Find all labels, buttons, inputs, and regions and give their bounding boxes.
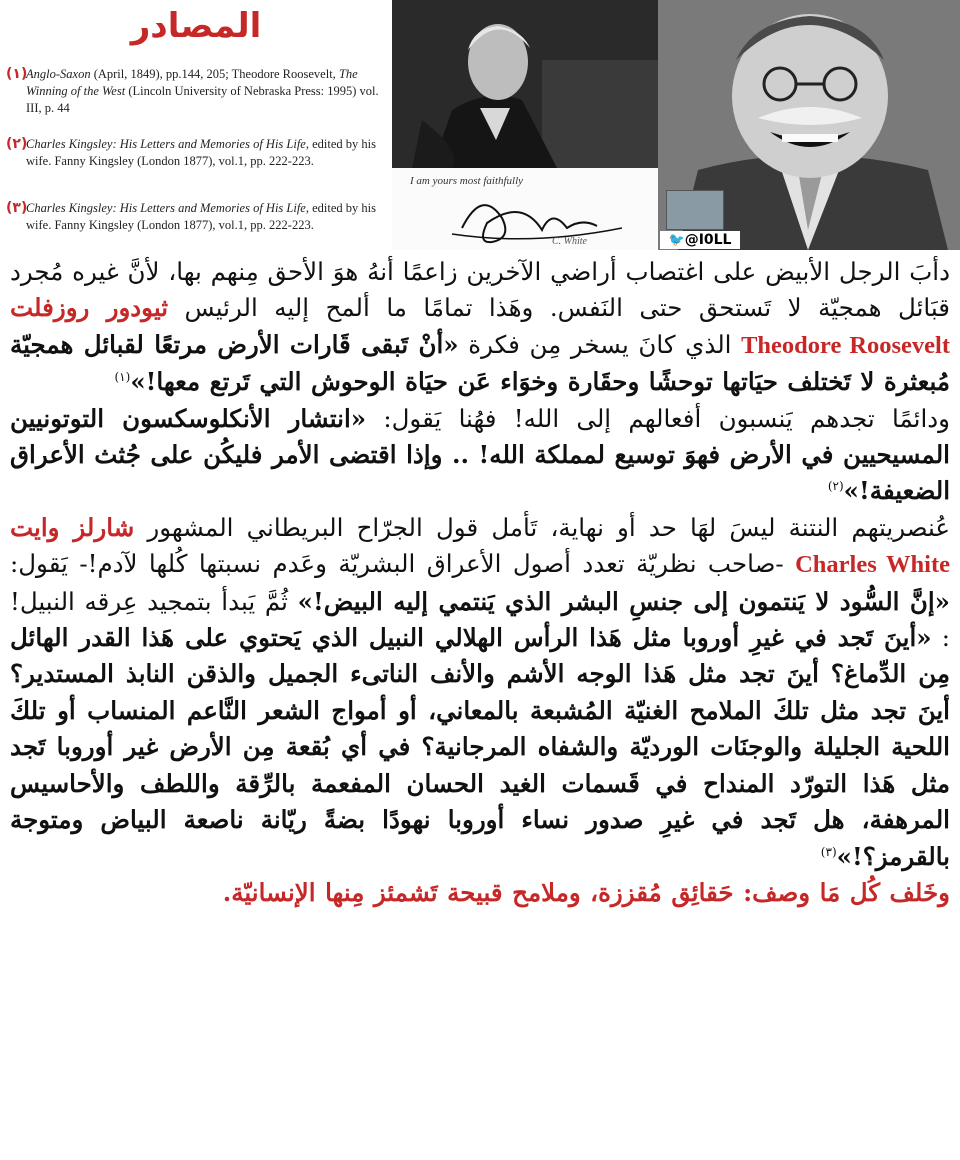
reference-book-title: The Winning of the West (26, 67, 358, 98)
reference-title: Anglo-Saxon (26, 67, 91, 81)
reference-detail: , edited by his wife. Fanny Kingsley (London 1877), vol.1, pp. 222-223. (26, 137, 376, 168)
reference-detail: (Lincoln University of Nebraska Press: 1995) vol. III, p. 44 (26, 84, 379, 115)
paragraph-text: ثُمَّ يَبدأ بتمجيد عِرقه النبيل! : (10, 586, 951, 653)
reference-detail: , edited by his wife. Fanny Kingsley (London 1877), vol.1, pp. 222-223. (26, 201, 376, 232)
portrait-charles-white (392, 0, 658, 168)
signature-name: C. White (552, 236, 587, 247)
paragraph-text: ودائمًا تجدهم يَنسبون أفعالهم إلى الله! فهُنا يَقول: (366, 403, 950, 433)
article-body (10, 254, 950, 1154)
reference-1 (6, 66, 386, 117)
paragraph-text: عُنصريتهم النتنة ليسَ لهَا حد أو نهاية، تَأمل قول الجرّاح البريطاني المشهور (134, 512, 950, 542)
highlight-name-en: Theodore Roosevelt (741, 331, 951, 359)
closing-line: وخَلف كُل مَا وصف: حَقائِق مُقززة، وملامح قبيحة تَشمئز مِنها الإنسانيّة. (222, 877, 950, 907)
reference-title: Charles Kingsley: His Letters and Memories of His Life (26, 201, 306, 215)
reference-3 (6, 200, 386, 234)
footnote-ref: (٢) (827, 479, 844, 494)
highlight-name-ar: ثيودور روزفلت (10, 293, 169, 323)
handle-text: @I0LL (684, 232, 732, 248)
quote-text: «أنْ تَبقى قَارات الأرض مرتعًا لقبائل همجيّة مُبعثرة لا تَختلف حيَاتها توحشًا وحقَارة وخوَاء عَن حيَاة الوحوش التي تَرتع معها!» (10, 329, 950, 397)
portrait-charles-white-image (392, 0, 658, 168)
footnote-ref: (٣) (820, 844, 837, 859)
quote-text: «أينَ تَجد في غيرِ أوروبا مثل هَذا الرأس الهلالي النبيل الذي يَحتوي على هَذا القدر الهائل مِن الدِّماغ؟ أينَ تجد مثل هَذا الوجه الأشم والأنف الناتىء الجميل والذقن النابذ المستدير؟ أينَ تجد مثل تلكَ الملامح الغنيّة المُشبعة بالمعاني، أو أمواج الشعر النَّاعم المنساب أو تلكَ اللحية الجليلة والوجنَات الورديّة والشفاه المرجانية؟ في أي بُقعة مِن الأرض غير أوروبا تَجد مثل هَذا التورّد المنداح في قَسمات الغيد الحسان المفعمة بالرِّقة واللطف والأحاسيس المرهفة، هل تَجد في غيرِ صدور نساء أوروبا نهودًا بضةً ريّانة ناصعة البياض ومتوجة بالقرمز؟!» (10, 623, 950, 871)
highlight-name-ar: شارلز وايت (10, 512, 135, 542)
twitter-bird-icon: 🐦 (668, 233, 685, 248)
paragraph-text: دأبَ الرجل الأبيض على اغتصاب أراضي الآخرين زاعمًا أنهُ هوَ الأحق مِنهم بها، لأنَّ غيره مُجرد قبَائل همجيّة لا تَستحق حتى النَفس. وهَذا تمامًا ما ألمح إليه الرئيس (10, 257, 950, 323)
paragraph-text: الذي كانَ يسخر مِن فكرة (458, 329, 742, 359)
sources-title: المصادر (130, 6, 262, 46)
watermark-handle (660, 231, 740, 249)
avatar (666, 190, 724, 230)
quote-text: «إنَّ السُّود لا يَنتمون إلى جنسِ البشر الذي يَنتمي إليه البيض!» (297, 586, 950, 616)
reference-2 (6, 136, 386, 170)
reference-number: (٣) (6, 200, 28, 216)
paragraph-2 (10, 401, 950, 510)
quote-text: «انتشار الأنكلوسكسون التوتونيين المسيحيين في الأرض فهوَ توسيع لمملكة الله! .. وإذا اقتضى الأمر فليكُن على جُثث الأعراق الضعيفة!» (10, 403, 950, 506)
paragraph-text: -صاحب نظريّة تعدد أصول الأعراق البشريّة وعَدم نسبتها كُلها لآدم!- يَقول: (10, 549, 796, 579)
reference-title: Charles Kingsley: His Letters and Memories of His Life (26, 137, 306, 151)
reference-detail: (April, 1849), pp.144, 205; Theodore Roosevelt, (90, 67, 339, 81)
signature-area (392, 168, 658, 250)
signature-line: I am yours most faithfully (410, 175, 524, 187)
sources-panel (0, 0, 392, 250)
paragraph-1 (10, 254, 950, 401)
footnote-ref: (١) (114, 370, 131, 385)
header-strip (0, 0, 960, 250)
highlight-name-en: Charles White (795, 551, 950, 579)
paragraph-3 (10, 510, 950, 875)
reference-number: (١) (6, 66, 28, 82)
signature-image (392, 168, 658, 250)
reference-number: (٢) (6, 136, 28, 152)
